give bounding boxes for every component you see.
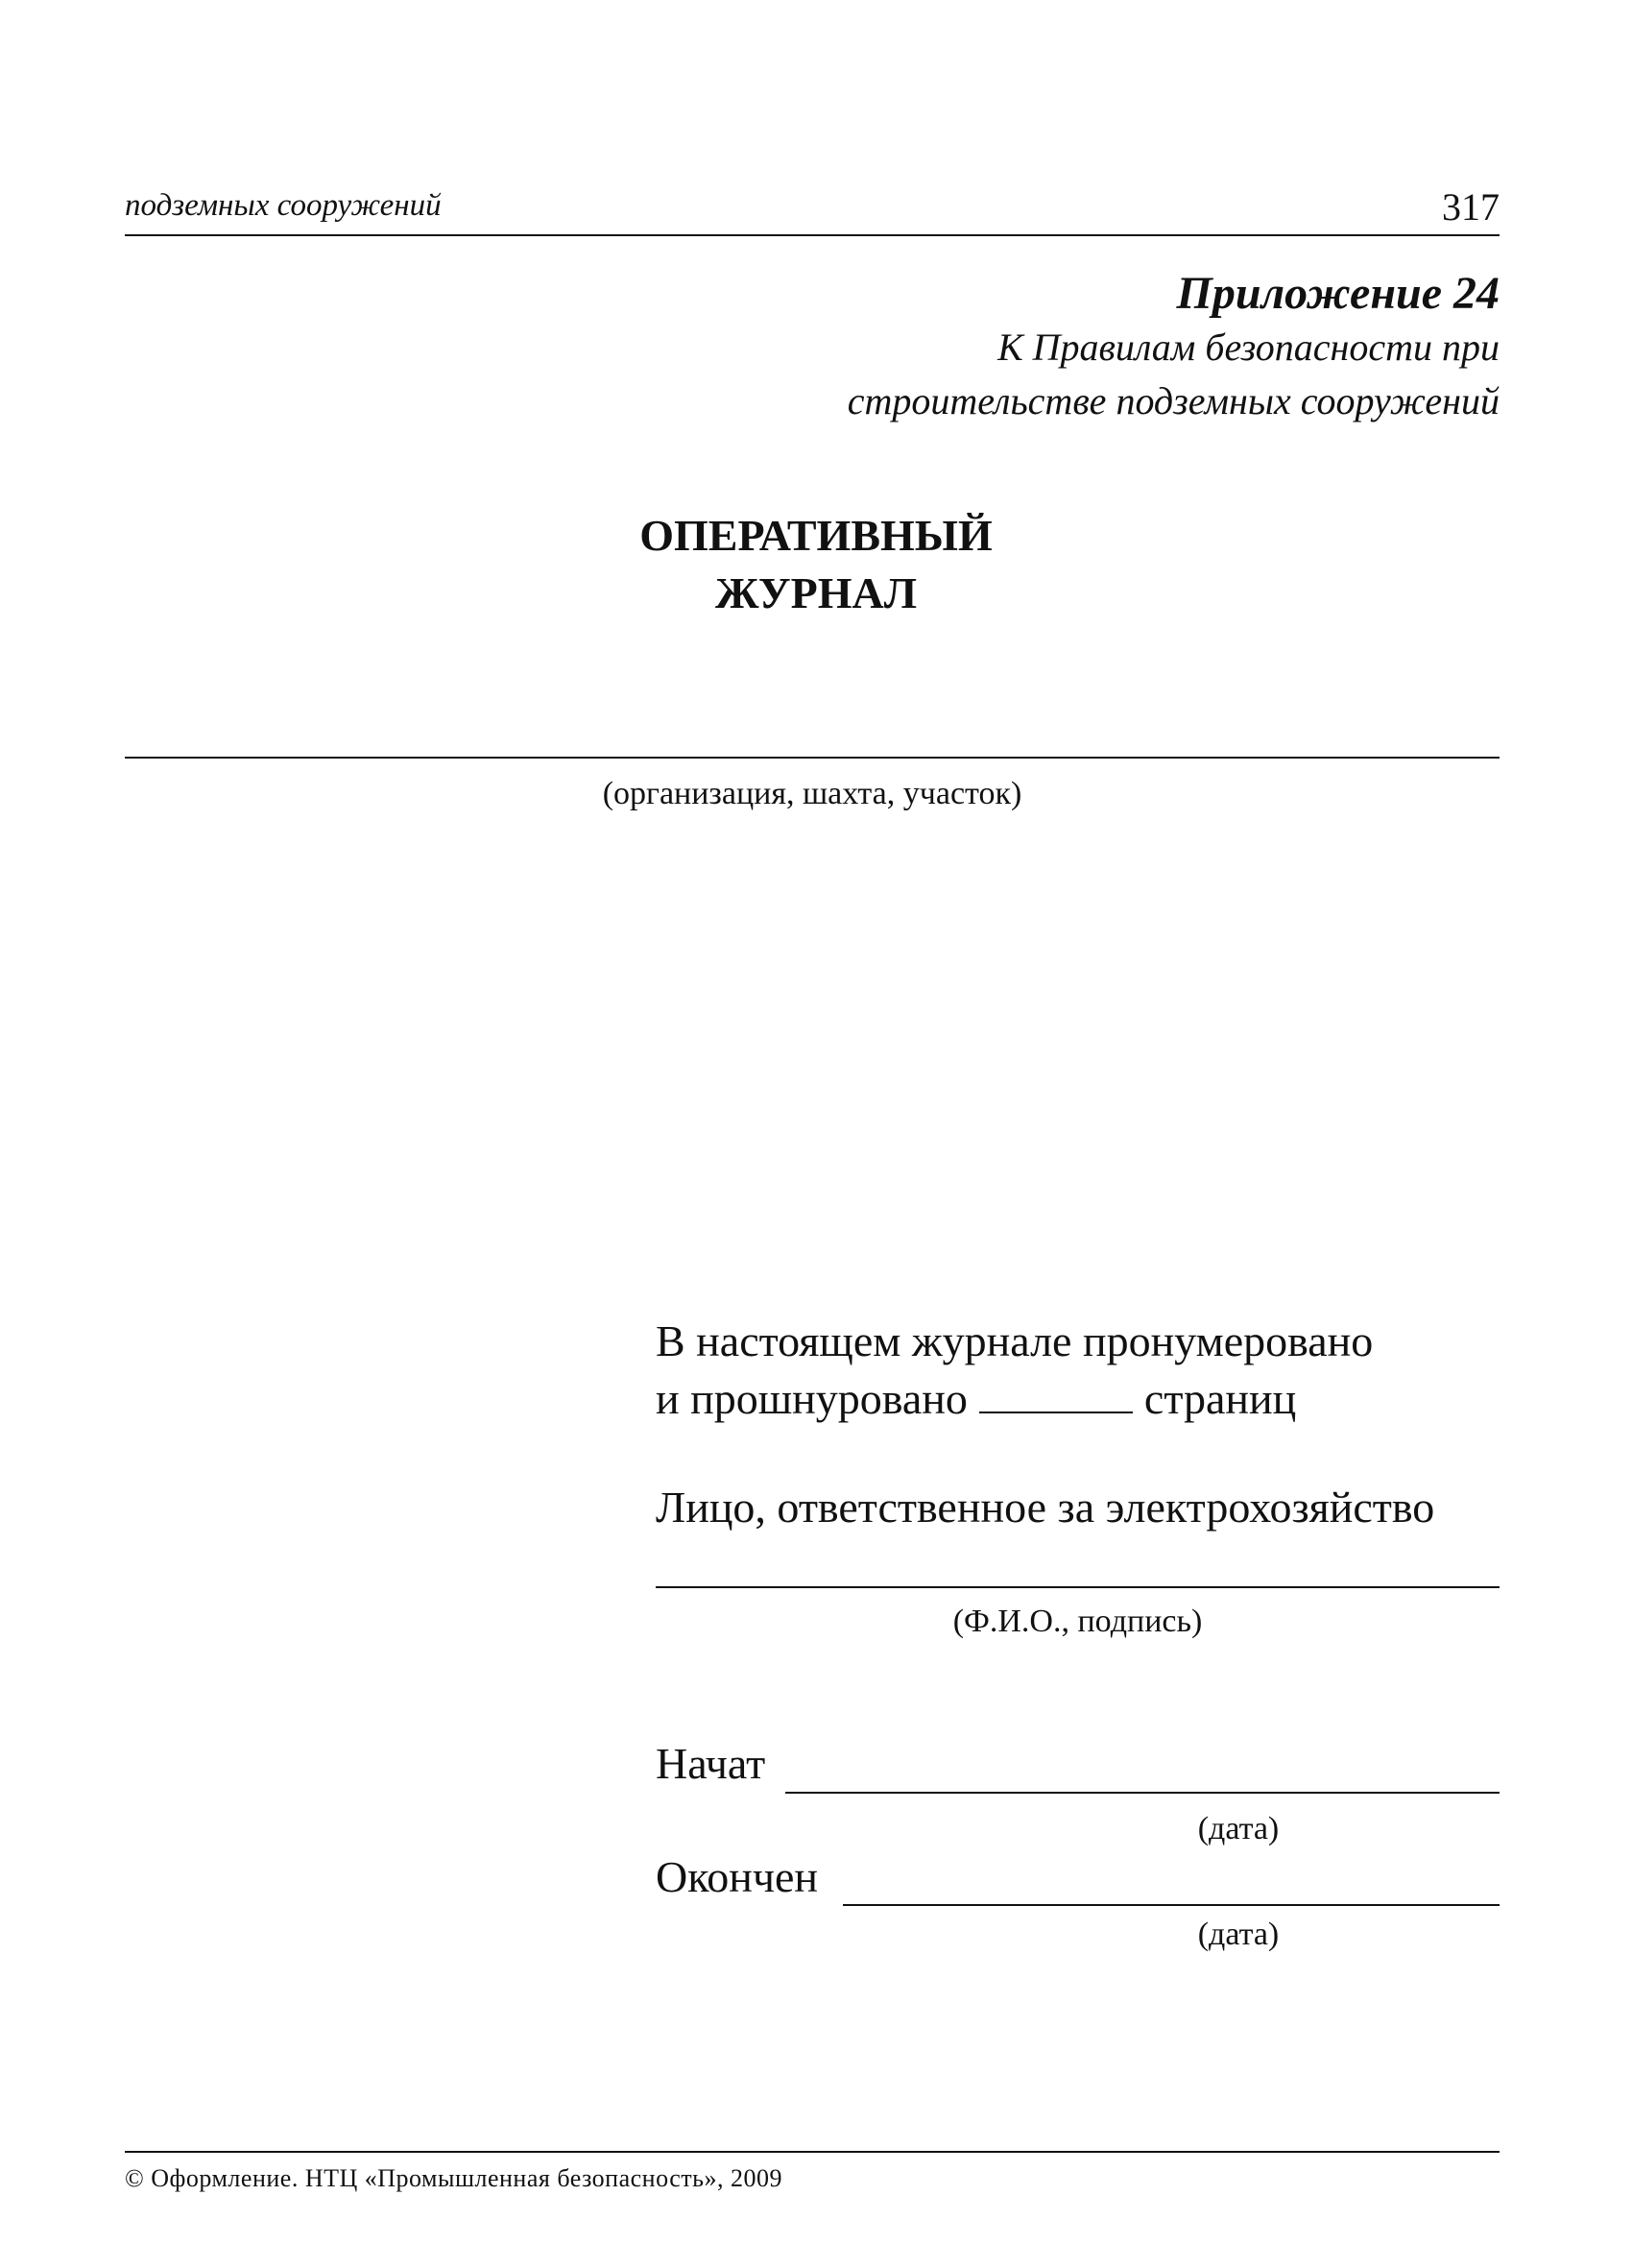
footer-rule <box>125 2151 1500 2153</box>
started-label: Начат <box>656 1739 766 1788</box>
numbered-statement: В настоящем журнале пронумеровано <box>656 1316 1374 1365</box>
footer-copyright: © Оформление. НТЦ «Промышленная безопасность», 2009 <box>125 2164 782 2192</box>
ended-date-line <box>843 1904 1500 1906</box>
ended-label: Окончен <box>656 1852 819 1901</box>
organization-caption: (организация, шахта, участок) <box>602 776 1022 811</box>
laced-suffix: страниц <box>1143 1374 1297 1423</box>
started-date-caption: (дата) <box>1197 1811 1280 1846</box>
document-title <box>576 507 1056 622</box>
fio-signature-line <box>656 1586 1500 1588</box>
page-number: 317 <box>1442 185 1500 229</box>
organization-blank-line <box>125 757 1500 759</box>
started-date-line <box>785 1792 1500 1794</box>
header-rule <box>125 234 1500 236</box>
laced-statement <box>656 1373 1296 1424</box>
fio-caption: (Ф.И.О., подпись) <box>952 1604 1203 1639</box>
document-title-line2: ЖУРНАЛ <box>715 568 917 617</box>
document-title-line1: ОПЕРАТИВНЫЙ <box>639 511 993 560</box>
ended-date-caption: (дата) <box>1197 1917 1280 1952</box>
running-header-title: подземных сооружений <box>125 188 442 223</box>
appendix-subtitle-line1: К Правилам безопасности при <box>997 326 1500 369</box>
laced-prefix: и прошнуровано <box>656 1374 968 1423</box>
page-count-blank <box>979 1379 1133 1413</box>
appendix-subtitle <box>540 321 1500 428</box>
appendix-subtitle-line2: строительстве подземных сооружений <box>847 379 1500 422</box>
responsible-person-label: Лицо, ответственное за электрохозяйство <box>656 1483 1435 1532</box>
appendix-title: Приложение 24 <box>1176 268 1500 319</box>
